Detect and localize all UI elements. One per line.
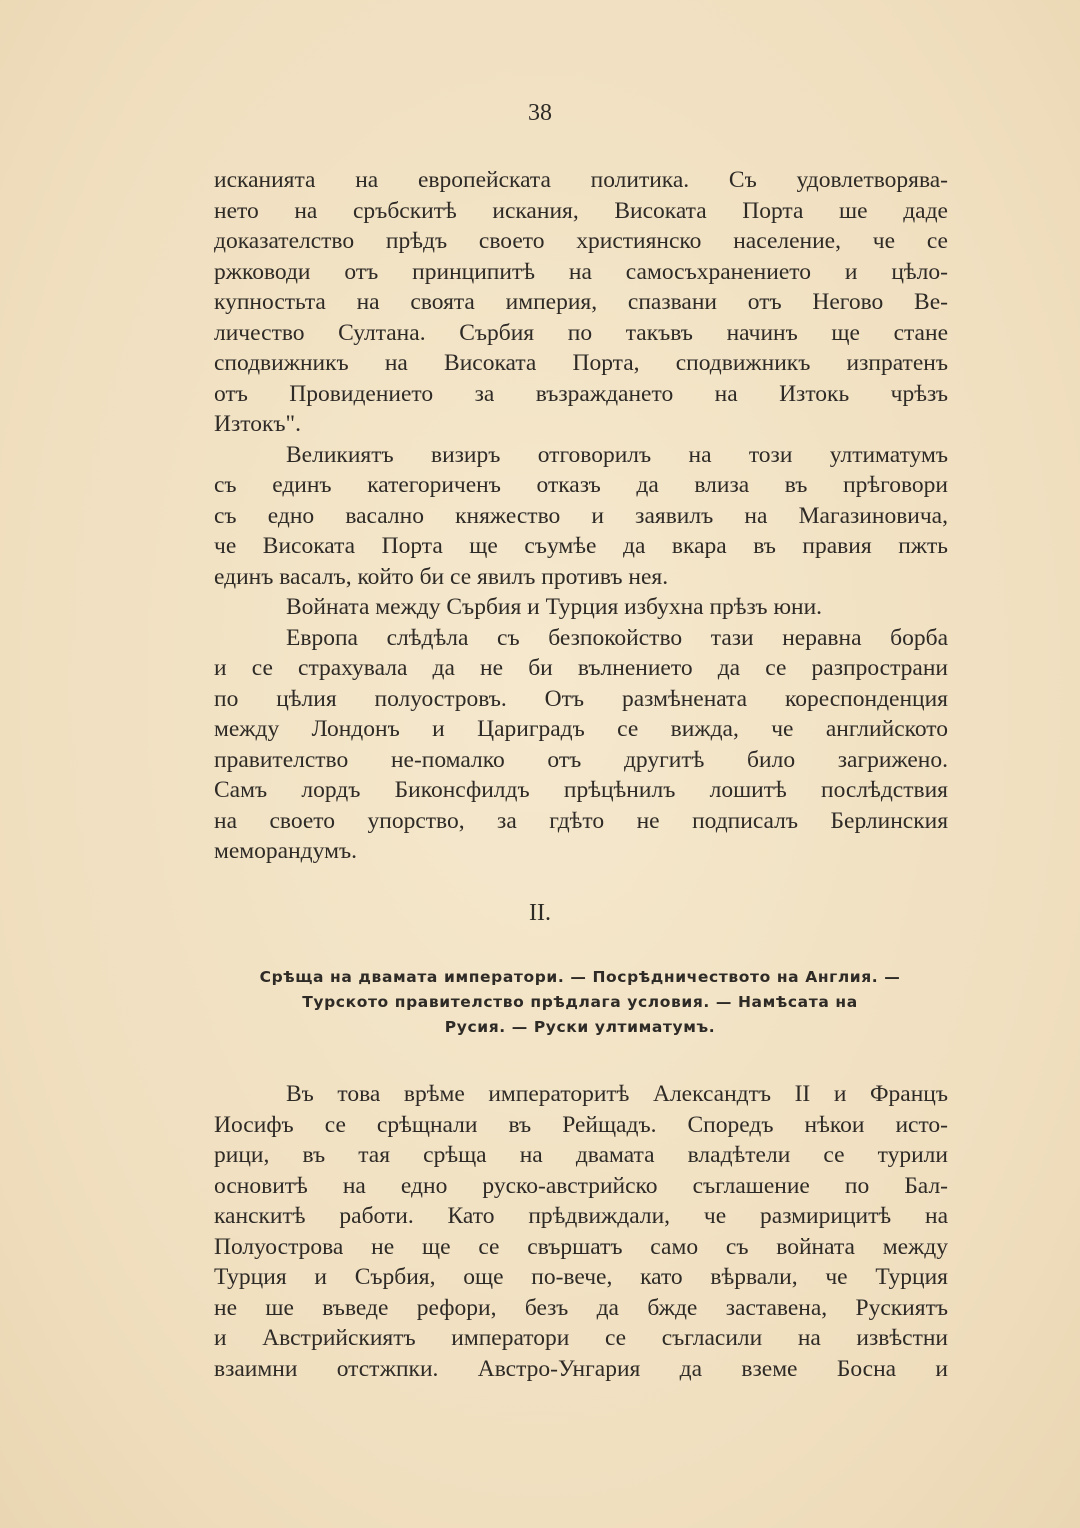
text-line: купностьта на своята империя, спазвани отъ Негово Ве-	[214, 289, 948, 315]
summary-line: Срѣща на двамата императори. — Посрѣдничеството на Англия. —	[259, 968, 901, 986]
text-line: правителство не-помалко отъ другитѣ било загрижено.	[214, 746, 948, 773]
text-line: основитѣ на едно руско-австрийско съглашение по Бал-	[214, 1172, 948, 1199]
chapter-summary	[200, 965, 960, 1040]
text-line: Изтокъ".	[214, 411, 302, 437]
text-line: на своето упорство, за гдѣто не подписалъ Берлинския	[214, 807, 948, 834]
text-line: Турция и Сърбия, още по-вече, като вѣрвали, че Турция	[214, 1264, 948, 1290]
text-block-2	[214, 1079, 948, 1384]
text-line: взаимни отстжпки. Австро-Унгария да вземе Босна и	[214, 1355, 948, 1382]
text-line: и се страхувала да не би вълнението да се разпространи	[214, 655, 948, 681]
paragraph-start: Въ това врѣме императоритѣ Александтъ II и Францъ	[286, 1081, 948, 1107]
text-line: че Високата Порта ще съумѣе да вкара въ правия пжть	[214, 533, 948, 559]
summary-line: Турското правителство прѣдлага условия. — Намѣсата на	[302, 993, 858, 1011]
text-line: съ единъ категориченъ отказъ да влиза въ прѣговори	[214, 472, 948, 498]
paragraph-start: Войната между Сърбия и Турция избухна прѣзъ юни.	[286, 594, 823, 620]
text-line: по цѣлия полуостровъ. Отъ размѣнената кореспонденция	[214, 685, 948, 712]
text-line: нето на сръбскитѣ искания, Високата Порта ше даде	[214, 197, 948, 224]
text-line: отъ Провидението за възраждането на Изтокь чрѣзъ	[214, 380, 948, 407]
text-line: канскитѣ работи. Като прѣдвиждали, че размирицитѣ на	[214, 1203, 948, 1229]
page-number: 38	[528, 100, 552, 126]
paragraph-start: Европа слѣдѣла съ безпокойство тази неравна борба	[286, 624, 948, 651]
text-line: не ше въведе рефори, безъ да бжде заставена, Рускиятъ	[214, 1294, 948, 1321]
paragraph-start: Великиятъ визиръ отговорилъ на този ултиматумъ	[286, 441, 948, 468]
text-line: и Австрийскиятъ императори се съгласили на извѣстни	[214, 1325, 948, 1351]
text-line: личество Султана. Сърбия по такъвъ начинъ ще стане	[214, 319, 948, 346]
text-line: съ едно васално княжество и заявилъ на Магазиновича,	[214, 502, 948, 529]
text-line: ржководи отъ принципитѣ на самосъхранението и цѣло-	[214, 258, 948, 285]
text-line: между Лондонъ и Цариградъ се вижда, че английското	[214, 716, 948, 742]
text-line: рици, въ тая срѣща на двамата владѣтели се турили	[214, 1142, 948, 1168]
text-line: меморандумъ.	[214, 838, 357, 864]
text-line: сподвижникъ на Високата Порта, сподвижникъ изпратенъ	[214, 350, 948, 376]
section-number: II.	[529, 900, 551, 926]
text-line: доказателство прѣдъ своето християнско население, че се	[214, 228, 948, 254]
text-line: исканията на европейската политика. Съ удовлетворява-	[214, 167, 948, 193]
text-line: единъ васалъ, който би се явилъ противъ нея.	[214, 563, 669, 590]
text-block-1	[214, 165, 948, 867]
text-line: Полуострова не ще се свършатъ само съ войната между	[214, 1233, 948, 1260]
text-line: Самъ лордъ Биконсфилдъ прѣцѣнилъ лошитѣ послѣдствия	[214, 777, 948, 803]
summary-line: Русия. — Руски ултиматумъ.	[444, 1018, 716, 1036]
text-line: Иосифъ се срѣщнали въ Рейщадъ. Споредъ нѣкои исто-	[214, 1111, 948, 1138]
